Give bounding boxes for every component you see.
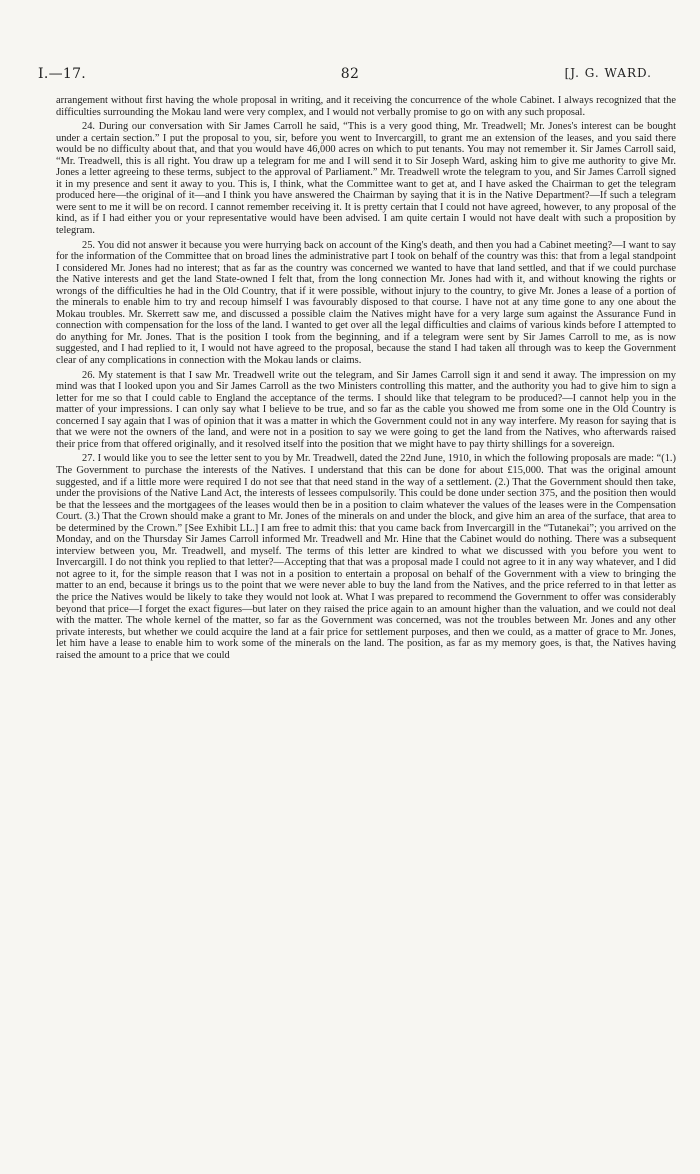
paragraph: arrangement without first having the whole proposal in writing, and it receiving the concurrence of the whole Cabinet. I always recognized that the difficulties surrounding the Mokau land were very complex, and I would not verbally promise to go on with any such proposal. bbox=[56, 95, 676, 118]
paper-reference: I.—17. bbox=[38, 66, 87, 82]
paragraph: 27. I would like you to see the letter sent to you by Mr. Treadwell, dated the 22nd June, 1910, in which the following proposals are made: “(1.) The Government to purchase the interests of the Natives. I understand that this can be done for about £15,000. That was the original amount suggested, and if a little more were required I do not see that that need stand in the way of a settlement. (2.) That the Government should then take, under the provisions of the Native Land Act, the interests of lessees compulsorily. This could be done under section 375, and the position then would be that the lessees and the mortgagees of the leases would then be in a position to claim whatever the values of the leases were in the Compensation Court. (3.) That the Crown should make a grant to Mr. Jones of the minerals on and under the block, and give him an area of the surface, that area to be determined by the Crown.” [See Exhibit LL.] I am free to admit this: that you came back from Invercargill in the “Tutanekai”; you arrived on the Monday, and on the Thursday Sir James Carroll informed Mr. Treadwell and Mr. Hine that the Cabinet would do nothing. There was a subsequent interview between you, Mr. Treadwell, and myself. The terms of this letter are kindred to what we discussed with you before you went to Invercargill. I do not think you replied to that letter?—Accepting that that was a proposal made I could not agree to it in any way whatever, and I did not agree to it, for the simple reason that I was not in a position to entertain a proposal on behalf of the Government with a view to bringing the matter to an end, because it brings us to the point that we were never able to buy the land from the Natives, and the price referred to in that letter as the price the Natives would be likely to take they would not look at. What I was prepared to recommend the Government to offer was considerably beyond that price—I forget the exact figures—but later on they raised the price again to an amount higher than the valuation, and we could not deal with the matter. The whole kernel of the matter, so far as the Government was concerned, was not the troubles between Mr. Jones and any other private interests, but whether we could acquire the land at a fair price for settlement purposes, and then we could, as a matter of grace to Mr. Jones, let him have a lease to enable him to work some of the minerals on the land. The position, as far as my memory goes, is that, the Natives having raised the amount to a price that we could bbox=[56, 453, 676, 661]
witness-name: [J. G. WARD. bbox=[564, 66, 652, 80]
document-body bbox=[56, 95, 676, 1162]
paragraph: 25. You did not answer it because you were hurrying back on account of the King's death, and then you had a Cabinet meeting?—I want to say for the information of the Committee that on broad lines the administrative part I took on behalf of the country was this: that from a legal standpoint I considered Mr. Jones had no interest; that as far as the country was concerned we wanted to have that land settled, and that if we could purchase the Native interests and get the land State-owned I felt that, from the long connection Mr. Jones had with it, and without knowing the rights or wrongs of the difficulties he had in the Old Country, that if it were possible, without injury to the country, to give Mr. Jones a lease of a portion of the minerals to enable him to try and recoup himself I was favourably disposed to that course. I have not at any time gone to any one about the Mokau troubles. Mr. Skerrett saw me, and discussed a possible claim the Natives might have for a very large sum against the Assurance Fund in connection with compensation for the loss of the land. I wanted to get over all the legal difficulties and claims of various kinds before I attempted to do anything for Mr. Jones. That is the position I took from the beginning, and if a telegram were sent by Sir James Carroll to me, as is now suggested, and I had replied to it, I would not have agreed to the proposal, because the stand I had taken all through was to keep the Government clear of any complications in connection with the Mokau lands or claims. bbox=[56, 239, 676, 367]
paragraph: 24. During our conversation with Sir James Carroll he said, “This is a very good thing, Mr. Treadwell; Mr. Jones's interest can be bought under a certain section.” I put the proposal to you, sir, before you went to Invercargill, to grant me an extension of the leases, and you said there would be no difficulty about that, and that you would have 46,000 acres on which to put tenants. You may not remember it. Sir James Carroll said, “Mr. Treadwell, this is all right. You draw up a telegram for me and I will send it to Sir Joseph Ward, asking him to give me authority to give Mr. Jones a letter agreeing to these terms, subject to the approval of Parliament.” Mr. Treadwell wrote the telegram to you, and Sir James Carroll signed it in my presence and sent it away to you. This is, I think, what the Committee want to get at, and I have asked the Chairman to get the telegram produced here—the original of it—and I think you have answered the Chairman by saying that it is in the Native Department?—If such a telegram were sent to me it will be on record. I cannot remember receiving it. It is pretty certain that I could not have agreed, however, to any proposal of the kind, as if I had either you or your representative would have been advised. I am quite certain I would not have dealt with such a proposition by telegram. bbox=[56, 121, 676, 237]
page-number: 82 bbox=[340, 66, 360, 82]
paragraph: 26. My statement is that I saw Mr. Treadwell write out the telegram, and Sir James Carroll sign it and send it away. The impression on my mind was that I looked upon you and Sir James Carroll as the two Ministers controlling this matter, and the authority you had to give him to sign a letter for me so that I could cable to England the acceptance of the terms. I should like that telegram to be produced?—I cannot help you in the matter of your impressions. I can only say what I believe to be true, and so far as the cable you showed me from some one in the Old Country is concerned I say again that I was of opinion that it was a matter in which the Government could not in any way interfere. My reason for saying that is that we were not the owners of the land, and were not in a position to say we were going to get the land from the Natives, who afterwards raised their price from that offered originally, and it resolved itself into the position that we might have to pay thirty shillings for a sovereign. bbox=[56, 369, 676, 450]
page-header bbox=[30, 66, 670, 88]
